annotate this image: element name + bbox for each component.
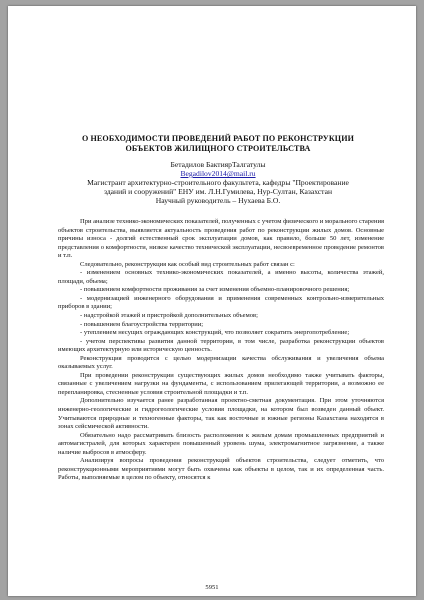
title-line-1: О НЕОБХОДИМОСТИ ПРОВЕДЕНИЙ РАБОТ ПО РЕКОНСТРУКЦИИ [82,134,354,143]
page-number: 5951 [205,584,219,591]
author-email-row [58,169,378,178]
list-item: - модернизацией инженерного оборудования и применения современных контрольно-измерительных приборов в здании; [58,294,384,311]
list-item: - учетом перспективы развития данной территории, в том числе, разработка реконструкции объектов имеющих архитектурную или историческую ценность. [58,337,384,354]
title-line-2: ОБЪЕКТОВ ЖИЛИЩНОГО СТРОИТЕЛЬСТВА [125,144,311,153]
list-item: - утеплением несущих ограждающих конструкций, что позволяет сократить энергопотребление; [80,329,350,337]
paragraph: Следовательно, реконструкция как особый вид строительных работ связан с: [80,260,295,268]
paragraph: При анализе технико-экономических показателей, полученных с учетом физического и морального старения объектов строительства, выявляется актуальность проведения работ по реконструкции жилых домов. Основные причины износа - долгий естественный срок эксплуатации домов, как правило, больше 50 лет, изменение представления о комфортности, низкое качество технической эксплуатации, несвоевременное проведение ремонтов и т.п. [58,218,384,260]
author-email-link[interactable]: Begadilov2014@mail.ru [180,169,256,178]
body-text [58,218,384,483]
list-item: - повышением благоустройства территории; [80,320,204,328]
supervisor: Научный руководитель – Нухаева Б.О. [155,196,281,205]
paragraph: При проведении реконструкции существующих жилых домов необходимо также учитывать факторы, связанные с увеличением нагрузки на фундаменты, с использованием прилегающей территории, а возможно ее перепланировка, стесненные условия строительной площадки и т.п. [58,371,384,396]
list-item: - изменением основных технико-экономических показателей, а именно высоты, количества этажей, площади, объема; [58,269,384,285]
list-item: - надстройкой этажей и пристройкой дополнительных объемов; [80,312,258,320]
paragraph: Дополнительно изучается ранее разработанная проектно-сметная документация. При этом уточняются инженерно-геологические и гидрогеологические условия площадки, на котором был возведен данный объект. Учитываются природные и техногенные факторы, так как восточные и южные регионы Казахстана находятся в зонах сейсмической активности. [58,397,384,431]
affiliation-line-2: зданий и сооружений" ЕНУ им. Л.Н.Гумилева, Нур-Султан, Казахстан [103,187,333,196]
paragraph: Обязательно надо рассматривать близость расположения к жилым домам промышленных предприятий и автомагистралей, для которых характерен повышенный уровень шума, электромагнитное загрязнение, а также наличие выбросов в атмосферу. [58,431,384,456]
paragraph: Реконструкция проводится с целью модернизации качества обслуживания и увеличения объема оказываемых услуг. [58,354,384,371]
document-page [8,6,416,596]
affiliation-line-1: Магистрант архитектурно-строительного факультета, кафедры "Проектирование [87,178,349,187]
author-name: Бетадилов БактиярТалгатулы [170,160,266,169]
paragraph: Анализируя вопросы проведения реконструкций объектов строительства, следует отметить, что реконструкционными мероприятиями могут быть охвачены как объекты в целом, так и их определенная часть. Работы, выполняемые в целом по объекту, относятся к [58,457,384,482]
list-item: - повышением комфортности проживания за счет изменения объемно-планировочного решения; [80,286,350,294]
paper-title [68,134,368,154]
